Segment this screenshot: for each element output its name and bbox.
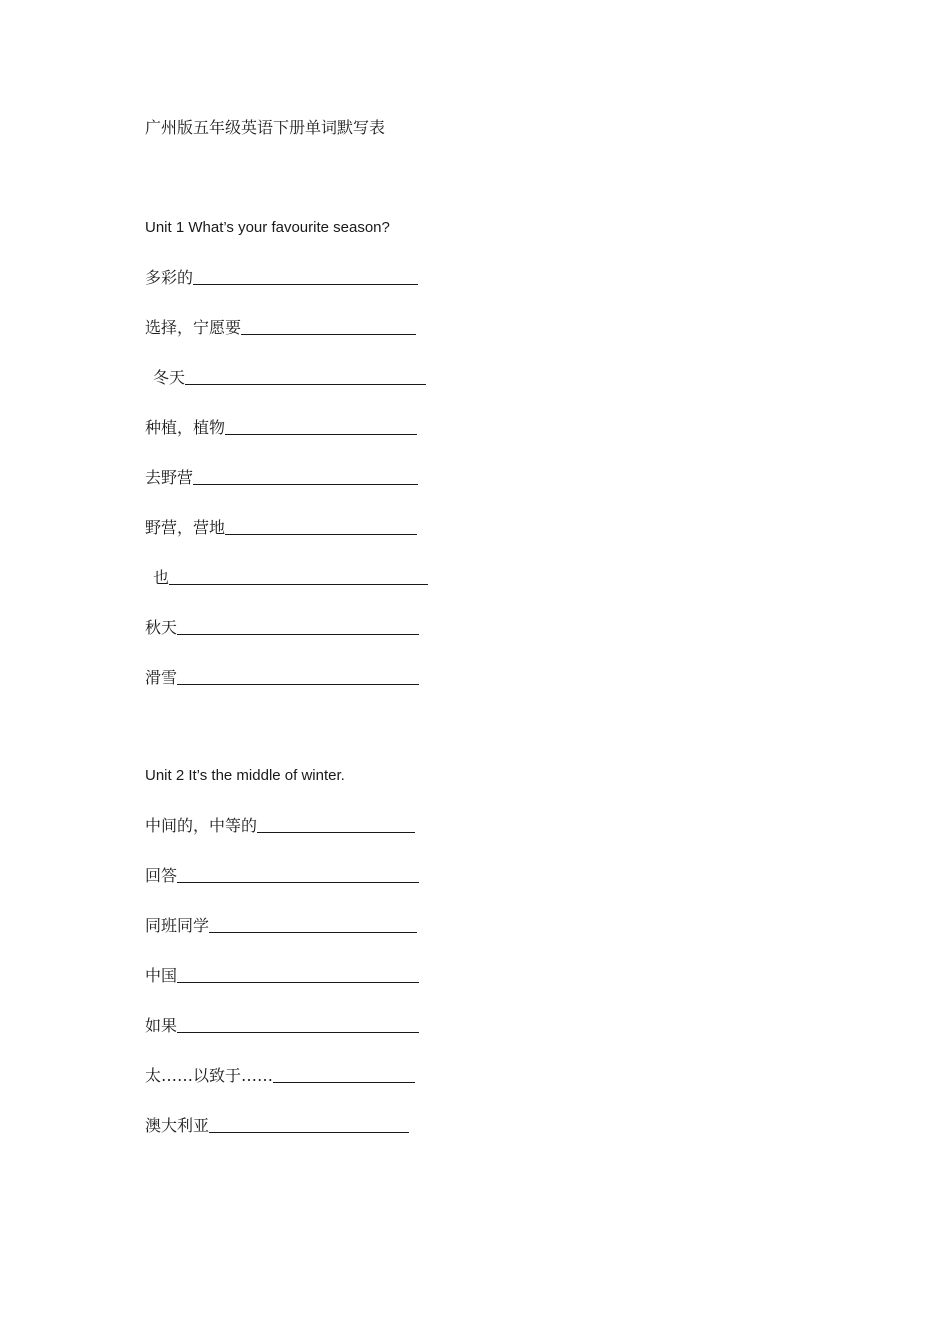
answer-blank[interactable]: [225, 433, 417, 435]
word-prompt: 多彩的: [145, 268, 194, 287]
word-row: [153, 366, 426, 388]
word-row: [145, 914, 417, 936]
answer-blank[interactable]: [177, 633, 419, 635]
answer-blank[interactable]: [185, 383, 426, 385]
word-prompt: 中国: [145, 966, 178, 985]
answer-blank[interactable]: [169, 583, 428, 585]
word-row: [145, 1064, 415, 1086]
word-row: [145, 466, 418, 488]
word-prompt: 选择，宁愿要: [145, 318, 242, 337]
unit-2-heading: Unit 2 It’s the middle of winter.: [145, 767, 345, 784]
answer-blank[interactable]: [241, 333, 416, 335]
word-prompt: 也: [153, 568, 170, 587]
word-row: [145, 1114, 409, 1136]
answer-blank[interactable]: [177, 981, 419, 983]
answer-blank[interactable]: [193, 483, 418, 485]
word-prompt: 回答: [145, 866, 178, 885]
word-prompt: 同班同学: [145, 916, 210, 935]
word-row: [145, 666, 419, 688]
answer-blank[interactable]: [209, 931, 417, 933]
word-prompt: 去野营: [145, 468, 194, 487]
document-title: 广州版五年级英语下册单词默写表: [145, 118, 386, 137]
word-row: [145, 864, 419, 886]
word-row: [145, 416, 417, 438]
unit-1-heading: Unit 1 What’s your favourite season?: [145, 219, 390, 236]
word-prompt: 种植，植物: [145, 418, 226, 437]
word-prompt: 秋天: [145, 618, 178, 637]
answer-blank[interactable]: [177, 1031, 419, 1033]
word-prompt: 野营，营地: [145, 518, 226, 537]
word-row: [145, 1014, 419, 1036]
word-prompt: 冬天: [153, 368, 186, 387]
answer-blank[interactable]: [193, 283, 418, 285]
word-row: [145, 616, 419, 638]
word-prompt: 中间的，中等的: [145, 816, 258, 835]
answer-blank[interactable]: [209, 1131, 409, 1133]
word-row: [145, 316, 416, 338]
word-prompt: 滑雪: [145, 668, 178, 687]
answer-blank[interactable]: [273, 1081, 415, 1083]
answer-blank[interactable]: [257, 831, 415, 833]
answer-blank[interactable]: [225, 533, 417, 535]
answer-blank[interactable]: [177, 683, 419, 685]
word-prompt: 太……以致于……: [145, 1066, 274, 1085]
word-row: [145, 964, 419, 986]
word-row: [145, 266, 418, 288]
word-prompt: 澳大利亚: [145, 1116, 210, 1135]
word-row: [145, 814, 415, 836]
word-prompt: 如果: [145, 1016, 178, 1035]
word-row: [153, 566, 428, 588]
answer-blank[interactable]: [177, 881, 419, 883]
word-row: [145, 516, 417, 538]
